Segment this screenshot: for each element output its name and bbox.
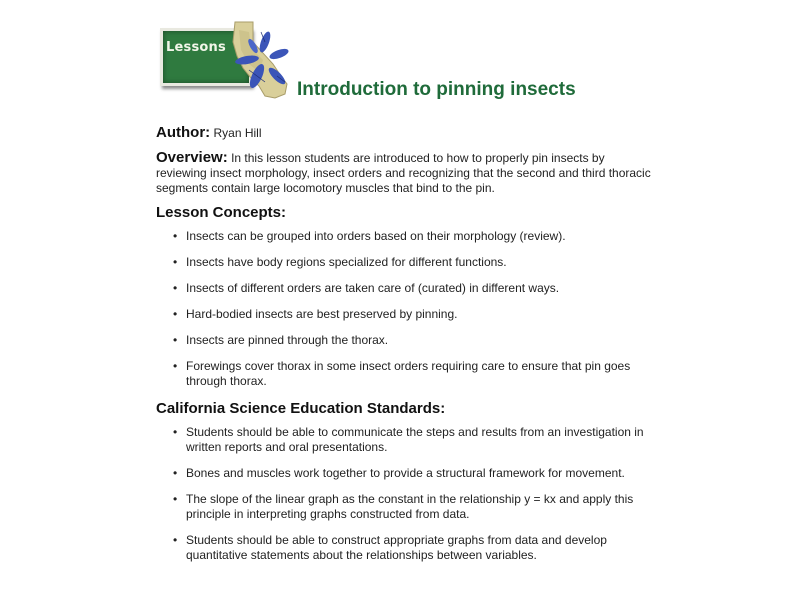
lesson-concepts-heading: Lesson Concepts:: [156, 204, 287, 221]
lesson-concepts-list: [156, 229, 656, 389]
author-name: Ryan Hill: [213, 126, 262, 140]
overview-paragraph: [156, 150, 656, 196]
list-item: • Insects can be grouped into orders based on their morphology (review).: [173, 229, 566, 243]
overview-text: In this lesson students are introduced to how to properly pin insects by reviewing insect morphology, insect orders and recognizing that the second and third thoracic segments contain large locomotory muscles that bind to the pin.: [156, 151, 651, 195]
list-item: • Hard-bodied insects are best preserved by pinning.: [173, 307, 458, 321]
list-item: • Bones and muscles work together to provide a structural framework for movement.: [173, 466, 625, 480]
bullet-icon: •: [173, 533, 178, 547]
bullet-icon: •: [173, 229, 178, 243]
standards-heading: California Science Education Standards:: [156, 400, 446, 417]
author-label: Author:: [156, 124, 211, 141]
list-item: • Insects of different orders are taken care of (curated) in different ways.: [173, 281, 560, 295]
bullet-icon: •: [173, 466, 178, 480]
list-item: • Insects have body regions specialized for different functions.: [173, 255, 507, 269]
bullet-icon: •: [173, 359, 178, 373]
overview-label: Overview:: [156, 149, 228, 166]
bullet-icon: •: [173, 281, 178, 295]
list-item: • Students should be able to construct appropriate graphs from data and develop quantitative statements about the relationships between variables.: [173, 533, 607, 562]
standards-list: [156, 425, 656, 563]
list-item: • Students should be able to communicate the steps and results from an investigation in written reports and oral presentations.: [173, 425, 644, 454]
list-item: • Forewings cover thorax in some insect orders requiring care to ensure that pin goes through thorax.: [173, 359, 631, 388]
bullet-icon: •: [173, 492, 178, 506]
list-item: • Insects are pinned through the thorax.: [173, 333, 389, 347]
bullet-icon: •: [173, 255, 178, 269]
bullet-icon: •: [173, 333, 178, 347]
page-title: Introduction to pinning insects: [297, 79, 576, 100]
logo-label: Lessons: [166, 40, 226, 55]
bullet-icon: •: [173, 425, 178, 439]
list-item: • The slope of the linear graph as the constant in the relationship y = kx and apply this principle in interpreting graphs constructed from data.: [173, 492, 634, 521]
california-map-insects-icon: [229, 20, 297, 102]
lessons-logo: [157, 20, 297, 102]
lesson-content: [156, 125, 656, 574]
bullet-icon: •: [173, 307, 178, 321]
author-line: [156, 125, 656, 141]
